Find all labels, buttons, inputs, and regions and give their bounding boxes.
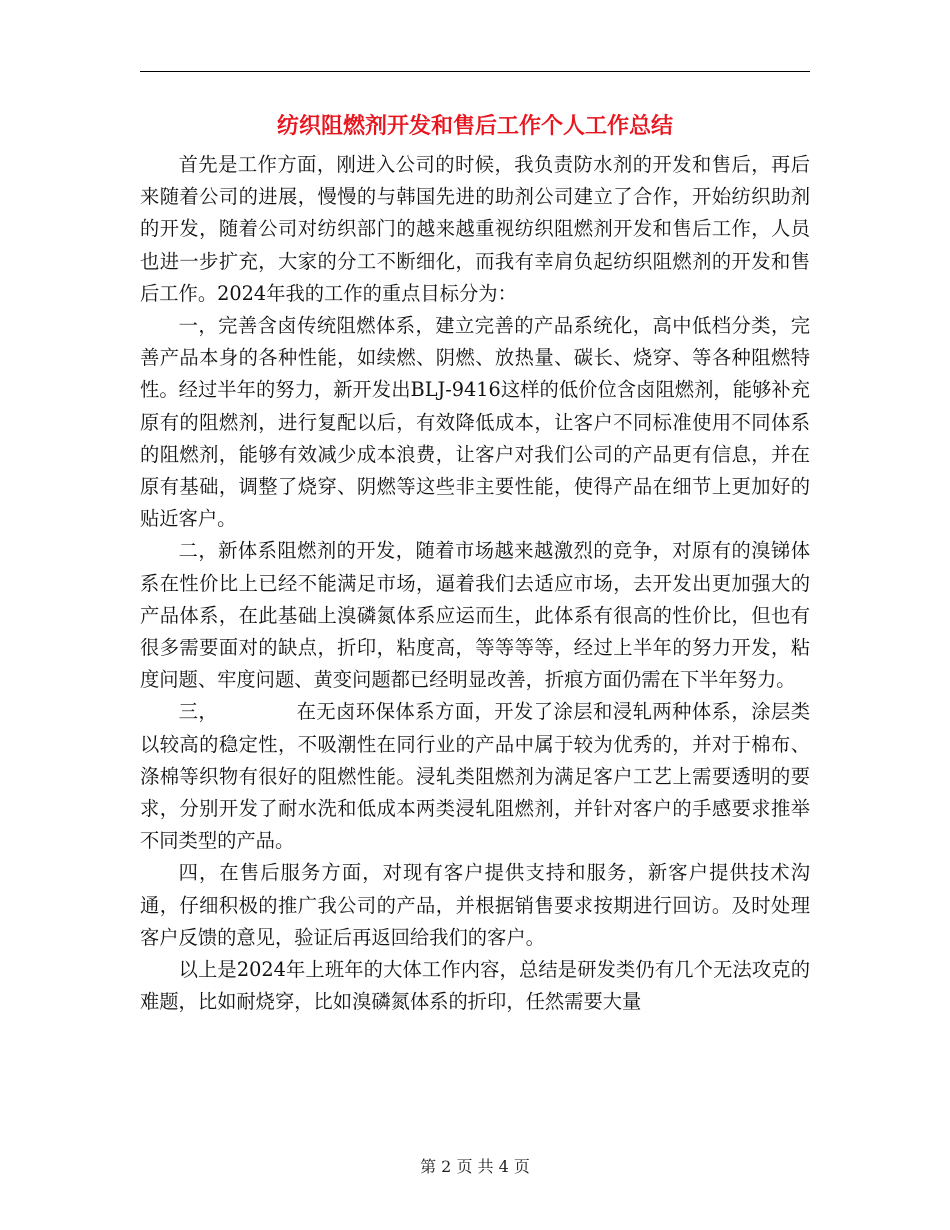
paragraph-new-system: 二，新体系阻燃剂的开发，随着市场越来越激烈的竞争，对原有的溴锑体系在性价比上已经不能满足市场，逼着我们去适应市场，去开发出更加强大的产品体系，在此基础上溴磷氮体系应运而生，此体系有很高的性价比，但也有很多需要面对的缺点，折印，粘度高，等等等等，经过上半年的努力开发，粘度问题、牢度问题、黄变问题都已经明显改善，折痕方面仍需在下半年努力。 xyxy=(140,539,810,692)
document-body xyxy=(140,149,810,1018)
document-title: 纺织阻燃剂开发和售后工作个人工作总结 xyxy=(276,113,673,139)
paragraph-halogen-free xyxy=(140,696,810,857)
header-rule xyxy=(140,71,810,72)
paragraph-intro: 首先是工作方面，刚进入公司的时候，我负责防水剂的开发和售后，再后来随着公司的进展，慢慢的与韩国先进的助剂公司建立了合作，开始纺织助剂的开发，随着公司对纺织部门的越来越重视纺织阻燃剂开发和售后工作，人员也进一步扩充，大家的分工不断细化，而我有幸肩负起纺织阻燃剂的开发和售后工作。2024年我的工作的重点目标分为： xyxy=(140,153,810,305)
paragraph-halogen-free-lead: 三， xyxy=(178,700,219,724)
paragraph-halogen-free-text: 在无卤环保体系方面，开发了涂层和浸轧两种体系，涂层类以较高的稳定性，不吸潮性在同行业的产品中属于较为优秀的，并对于棉布、涤棉等织物有很好的阻燃性能。浸轧类阻燃剂为满足客户工艺上需要透明的要求，分别开发了耐水洗和低成本两类浸轧阻燃剂，并针对客户的手感要求推举不同类型的产品。 xyxy=(140,700,810,853)
paragraph-halogen-system: 一，完善含卤传统阻燃体系，建立完善的产品系统化，高中低档分类，完善产品本身的各种性能，如续燃、阴燃、放热量、碳长、烧穿、等各种阻燃特性。经过半年的努力，新开发出BLJ-9416这样的低价位含卤阻燃剂，能够补充原有的阻燃剂，进行复配以后，有效降低成本，让客户不同标准使用不同体系的阻燃剂，能够有效减少成本浪费，让客户对我们公司的产品更有信息，并在原有基础，调整了烧穿、阴燃等这些非主要性能，使得产品在细节上更加好的贴近客户。 xyxy=(140,314,810,531)
page-number: 第 2 页 共 4 页 xyxy=(420,1157,530,1176)
paragraph-summary: 以上是2024年上班年的大体工作内容，总结是研发类仍有几个无法攻克的难题，比如耐烧穿，比如溴磷氮体系的折印，任然需要大量 xyxy=(140,958,810,1014)
paragraph-after-sales: 四，在售后服务方面，对现有客户提供支持和服务，新客户提供技术沟通，仔细积极的推广我公司的产品，并根据销售要求按期进行回访。及时处理客户反馈的意见，验证后再返回给我们的客户。 xyxy=(140,861,810,949)
